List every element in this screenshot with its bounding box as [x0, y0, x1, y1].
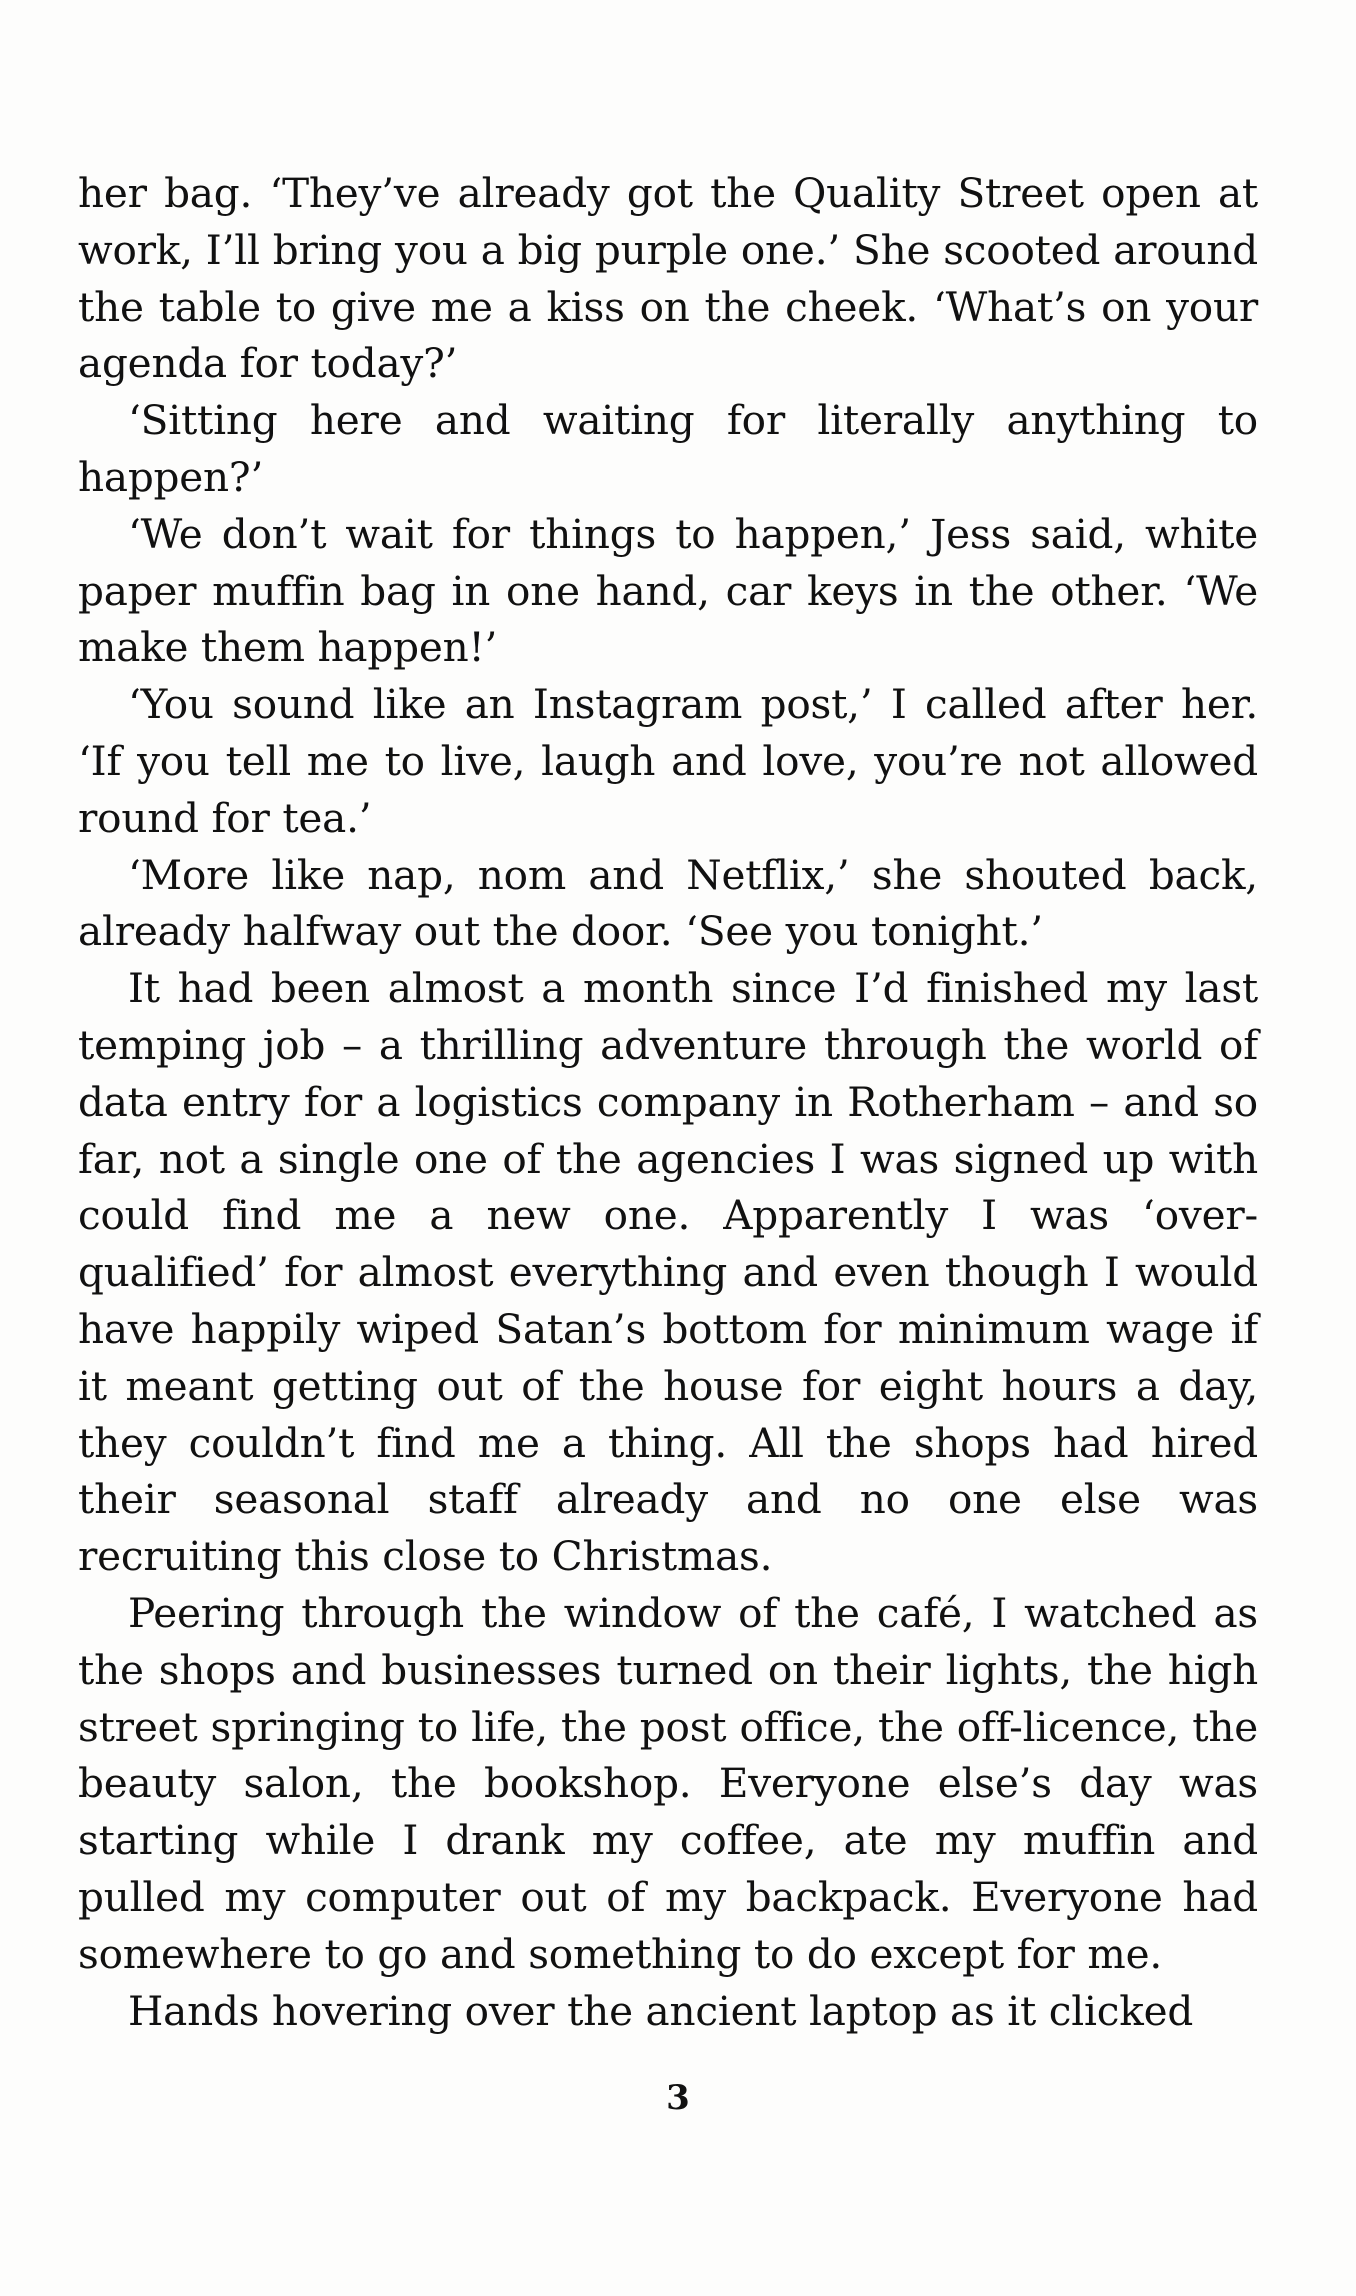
paragraph: Peering through the window of the café, I watched as the shops and businesses turned on their lights, the high street springing to life, the post office, the off-licence, the beauty salon, the bookshop. Everyone else’s day was starting while I drank my coffee, ate my muffin and pulled my computer out of my backpack. Everyone had somewhere to go and something to do except for me. [78, 1588, 1258, 1978]
paragraph: ‘More like nap, nom and Netflix,’ she shouted back, already halfway out the door. ‘See you tonight.’ [78, 850, 1258, 956]
paragraph-continued: her bag. ‘They’ve already got the Quality Street open at work, I’ll bring you a big purple one.’ She scooted around the table to give me a kiss on the cheek. ‘What’s on your agenda for today?’ [78, 169, 1258, 388]
paragraph: Hands hovering over the ancient laptop as it clicked [128, 1986, 1194, 2035]
paragraph: ‘Sitting here and waiting for literally anything to happen?’ [78, 396, 1258, 501]
paragraph: ‘We don’t wait for things to happen,’ Jess said, white paper muffin bag in one hand, car keys in the other. ‘We make them happen!’ [78, 509, 1258, 672]
paragraph: It had been almost a month since I’d finished my last temping job – a thrilling adventure through the world of data entry for a logistics company in Rotherham – and so far, not a single one of the agencies I was signed up with could find me a new one. Apparently I was ‘over-qualified’ for almost everything and even though I would have happily wiped Satan’s bottom for minimum wage if it meant getting out of the house for eight hours a day, they couldn’t find me a thing. All the shops had hired their seasonal staff already and no one else was recruiting this close to Christmas. [78, 964, 1258, 1581]
page-number: 3 [666, 2078, 690, 2118]
body-text [78, 165, 1258, 2039]
paragraph: ‘You sound like an Instagram post,’ I called after her. ‘If you tell me to live, laugh and love, you’re not allowed round for tea.’ [78, 680, 1258, 842]
